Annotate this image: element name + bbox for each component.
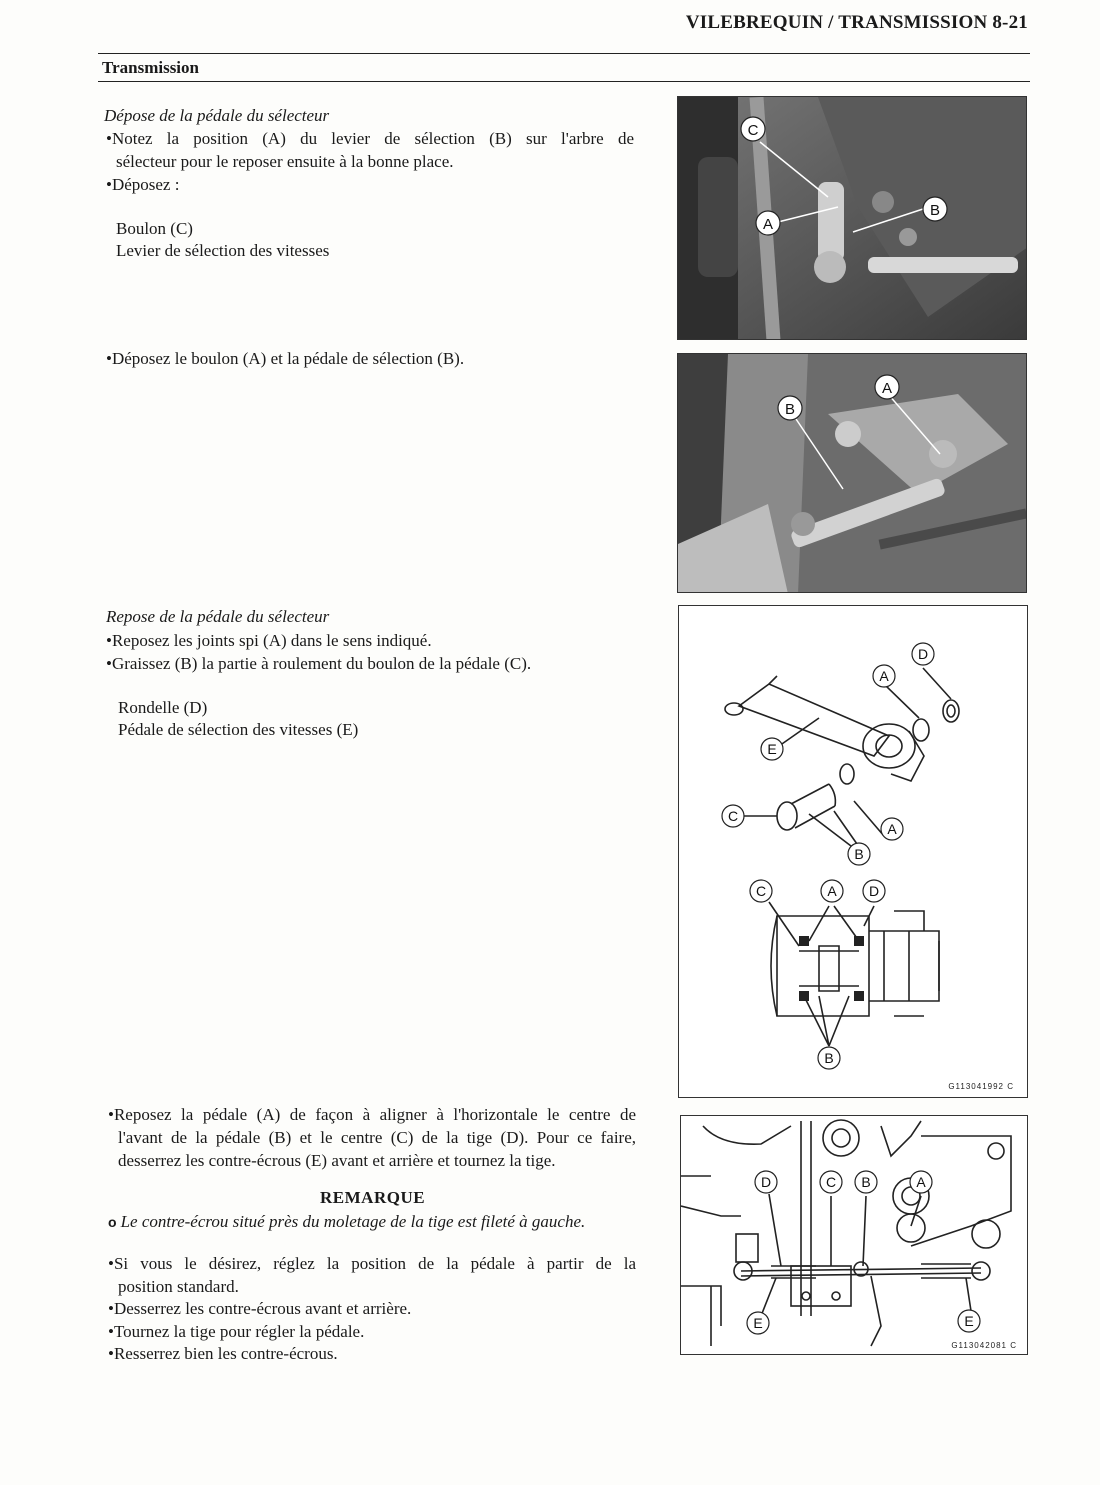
figure-code: G113042081 C bbox=[951, 1341, 1017, 1350]
text-line: •Reposez les joints spi (A) dans le sens indiqué. bbox=[106, 631, 432, 650]
note-title: REMARQUE bbox=[320, 1188, 426, 1207]
text-line: •Reposez la pédale (A) de façon à aligner à l'horizontale le centre de bbox=[108, 1105, 636, 1124]
callout-label: C bbox=[755, 883, 767, 899]
text-line: Rondelle (D) bbox=[118, 698, 208, 717]
photo-illustration bbox=[678, 354, 1027, 593]
drawing-illustration bbox=[681, 1116, 1028, 1355]
subtitle-installation: Repose de la pédale du sélecteur bbox=[106, 607, 330, 626]
text-line: sélecteur pour le reposer ensuite à la bonne place. bbox=[116, 152, 454, 171]
callout-label: D bbox=[760, 1174, 772, 1190]
figure-drawing-pedal-assembly bbox=[678, 605, 1028, 1098]
section-title: Transmission bbox=[102, 58, 199, 77]
text-line: •Desserrez les contre-écrous avant et arrière. bbox=[108, 1299, 412, 1318]
callout-label: D bbox=[917, 646, 929, 662]
callout-label: B bbox=[854, 846, 864, 862]
callout-label: C bbox=[727, 808, 739, 824]
text-line: •Resserrez bien les contre-écrous. bbox=[108, 1344, 338, 1363]
callout-label: D bbox=[868, 883, 880, 899]
text-line: l'avant de la pédale (B) et le centre (C) de la tige (D). Pour ce faire, bbox=[118, 1128, 636, 1147]
callout-label: E bbox=[767, 741, 777, 757]
callout-label: B bbox=[929, 202, 941, 219]
callout-label: C bbox=[825, 1174, 837, 1190]
section-rule bbox=[98, 81, 1030, 82]
callout-label: B bbox=[784, 401, 796, 418]
callout-label: A bbox=[887, 821, 897, 837]
figure-drawing-pedal-alignment bbox=[680, 1115, 1028, 1355]
figure-photo-shift-pedal bbox=[677, 353, 1027, 593]
text-line: •Déposez : bbox=[106, 175, 180, 194]
text-line: Boulon (C) bbox=[116, 219, 193, 238]
callout-label: A bbox=[762, 216, 774, 233]
text-line: Levier de sélection des vitesses bbox=[116, 241, 330, 260]
figure-code: G113041992 C bbox=[948, 1082, 1014, 1091]
page-header-title: VILEBREQUIN / TRANSMISSION 8-21 bbox=[685, 12, 1028, 33]
text-line: •Si vous le désirez, réglez la position de la pédale à partir de la bbox=[108, 1254, 636, 1273]
note-text bbox=[108, 1211, 585, 1233]
callout-label: E bbox=[964, 1313, 974, 1329]
note-bullet bbox=[108, 1212, 121, 1231]
text-line: Pédale de sélection des vitesses (E) bbox=[118, 720, 359, 739]
subtitle-removal: Dépose de la pédale du sélecteur bbox=[104, 106, 330, 125]
text-line: position standard. bbox=[118, 1277, 239, 1296]
callout-label: C bbox=[747, 122, 759, 139]
callout-label: A bbox=[827, 883, 837, 899]
callout-label: E bbox=[753, 1315, 763, 1331]
callout-label: A bbox=[916, 1174, 926, 1190]
figure-photo-shift-lever bbox=[677, 96, 1027, 340]
callout-label: B bbox=[824, 1050, 834, 1066]
text-line: •Notez la position (A) du levier de sélection (B) sur l'arbre de bbox=[106, 129, 634, 148]
text-line: •Tournez la tige pour régler la pédale. bbox=[108, 1322, 365, 1341]
callout-label: A bbox=[881, 380, 893, 397]
note-body: Le contre-écrou situé près du moletage de la tige est fileté à gauche. bbox=[120, 1212, 586, 1231]
callout-label: B bbox=[861, 1174, 871, 1190]
text-line: •Graissez (B) la partie à roulement du boulon de la pédale (C). bbox=[106, 654, 532, 673]
header-rule bbox=[98, 53, 1030, 54]
text-line: desserrez les contre-écrous (E) avant et arrière et tournez la tige. bbox=[118, 1151, 556, 1170]
text-line: •Déposez le boulon (A) et la pédale de sélection (B). bbox=[106, 349, 465, 368]
photo-illustration bbox=[678, 97, 1027, 340]
callout-label: A bbox=[879, 668, 889, 684]
drawing-illustration bbox=[679, 606, 1028, 1098]
